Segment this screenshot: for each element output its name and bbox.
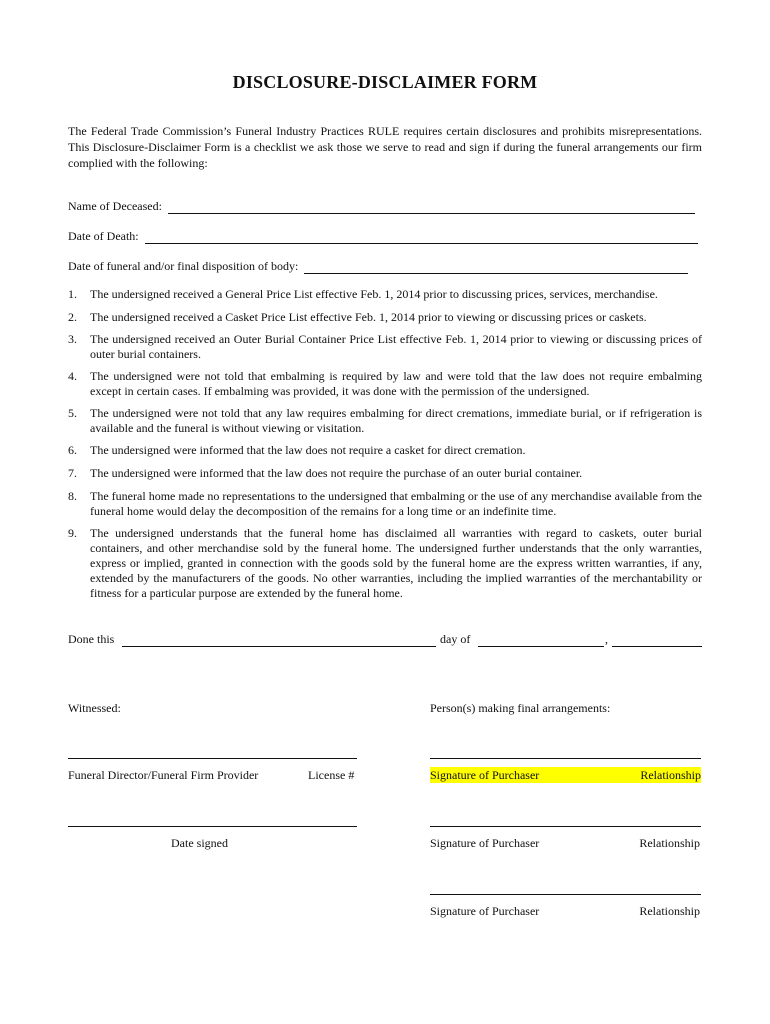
item-number: 7. [68,466,77,480]
date-of-death-input-line[interactable] [145,232,698,244]
date-of-death-label: Date of Death: [68,229,139,243]
deceased-input-line[interactable] [168,202,695,214]
item-text: The undersigned received an Outer Burial Container Price List effective Feb. 1, 2014 prior to viewing or discussing prices of outer burial containers. [90,332,702,361]
day-of-label: day of [440,632,471,646]
purchaser-label-2: Signature of Purchaser [430,836,540,850]
item-number: 3. [68,332,77,346]
item-text: The undersigned were not told that embalming is required by law and were told that the law does not require embalming except in certain cases. If embalming was provided, it was done with the permission of the undersigned. [90,369,702,398]
item-number: 8. [68,489,77,503]
funeral-date-label: Date of funeral and/or final disposition of body: [68,259,299,273]
day-of-input-line[interactable] [478,646,604,647]
director-signature-line[interactable] [68,758,357,759]
item-text: The funeral home made no representations to the undersigned that embalming or the use of any merchandise available from the funeral home would delay the decomposition of the remains for a long time or an indefinite time. [90,489,702,518]
list-item [68,466,702,481]
relationship-label-1: Relationship [640,768,701,782]
purchaser-signature-line-2[interactable] [430,826,701,827]
director-label: Funeral Director/Funeral Firm Provider [68,768,259,782]
witnessed-label: Witnessed: [68,701,121,715]
list-item [68,489,702,519]
list-item [68,310,702,325]
year-input-line[interactable] [612,646,702,647]
list-item [68,443,702,458]
comma-separator: , [605,632,608,646]
date-of-death-field [68,228,698,244]
item-text: The undersigned were not told that any law requires embalming for direct cremations, immediate burial, or if refrigeration is available and the funeral is without viewing or visitation. [90,406,702,435]
deceased-label: Name of Deceased: [68,199,162,213]
disclosure-list [68,287,702,601]
relationship-label-3: Relationship [639,904,700,918]
item-number: 9. [68,526,77,540]
item-text: The undersigned received a General Price List effective Feb. 1, 2014 prior to discussing prices, services, merchandise. [90,287,658,301]
list-item [68,369,702,399]
intro-paragraph: The Federal Trade Commission’s Funeral Industry Practices RULE requires certain disclosures and prohibits misrepresentations. This Disclosure-Disclaimer Form is a checklist we ask those we serve to read and sign if during the funeral arrangements our firm complied with the following: [68,124,702,170]
form-title: DISCLOSURE-DISCLAIMER FORM [232,72,538,92]
license-label: License # [308,768,355,782]
item-number: 6. [68,443,77,457]
persons-label: Person(s) making final arrangements: [430,701,611,715]
done-this-input-line[interactable] [122,646,436,647]
list-item [68,406,702,436]
funeral-date-input-line[interactable] [304,262,688,274]
deceased-field [68,198,695,214]
list-item [68,287,702,302]
purchaser-label-3: Signature of Purchaser [430,904,540,918]
purchaser-label-1: Signature of Purchaser [430,768,540,782]
item-number: 5. [68,406,77,420]
list-item [68,526,702,601]
item-text: The undersigned were informed that the law does not require a casket for direct cremation. [90,443,526,457]
item-number: 2. [68,310,77,324]
item-text: The undersigned received a Casket Price List effective Feb. 1, 2014 prior to viewing or discussing prices or caskets. [90,310,647,324]
date-signed-line[interactable] [68,826,357,827]
purchaser-signature-line-3[interactable] [430,894,701,895]
date-signed-label: Date signed [171,836,228,850]
done-this-label: Done this [68,632,115,646]
item-text: The undersigned were informed that the law does not require the purchase of an outer burial container. [90,466,583,480]
funeral-date-field [68,258,688,274]
item-text: The undersigned understands that the funeral home has disclaimed all warranties with regard to caskets, outer burial containers, and other merchandise sold by the funeral home. The undersigned further understands that the only warranties, express or implied, granted in connection with the goods sold by the funeral home are the express written warranties, if any, extended by the manufacturers of the goods. No other warranties, including the implied warranties of the merchantability or fitness for a particular purpose are extended by the funeral home. [90,526,702,600]
item-number: 4. [68,369,77,383]
purchaser-signature-line-1[interactable] [430,758,701,759]
relationship-label-2: Relationship [639,836,700,850]
list-item [68,332,702,362]
item-number: 1. [68,287,77,301]
